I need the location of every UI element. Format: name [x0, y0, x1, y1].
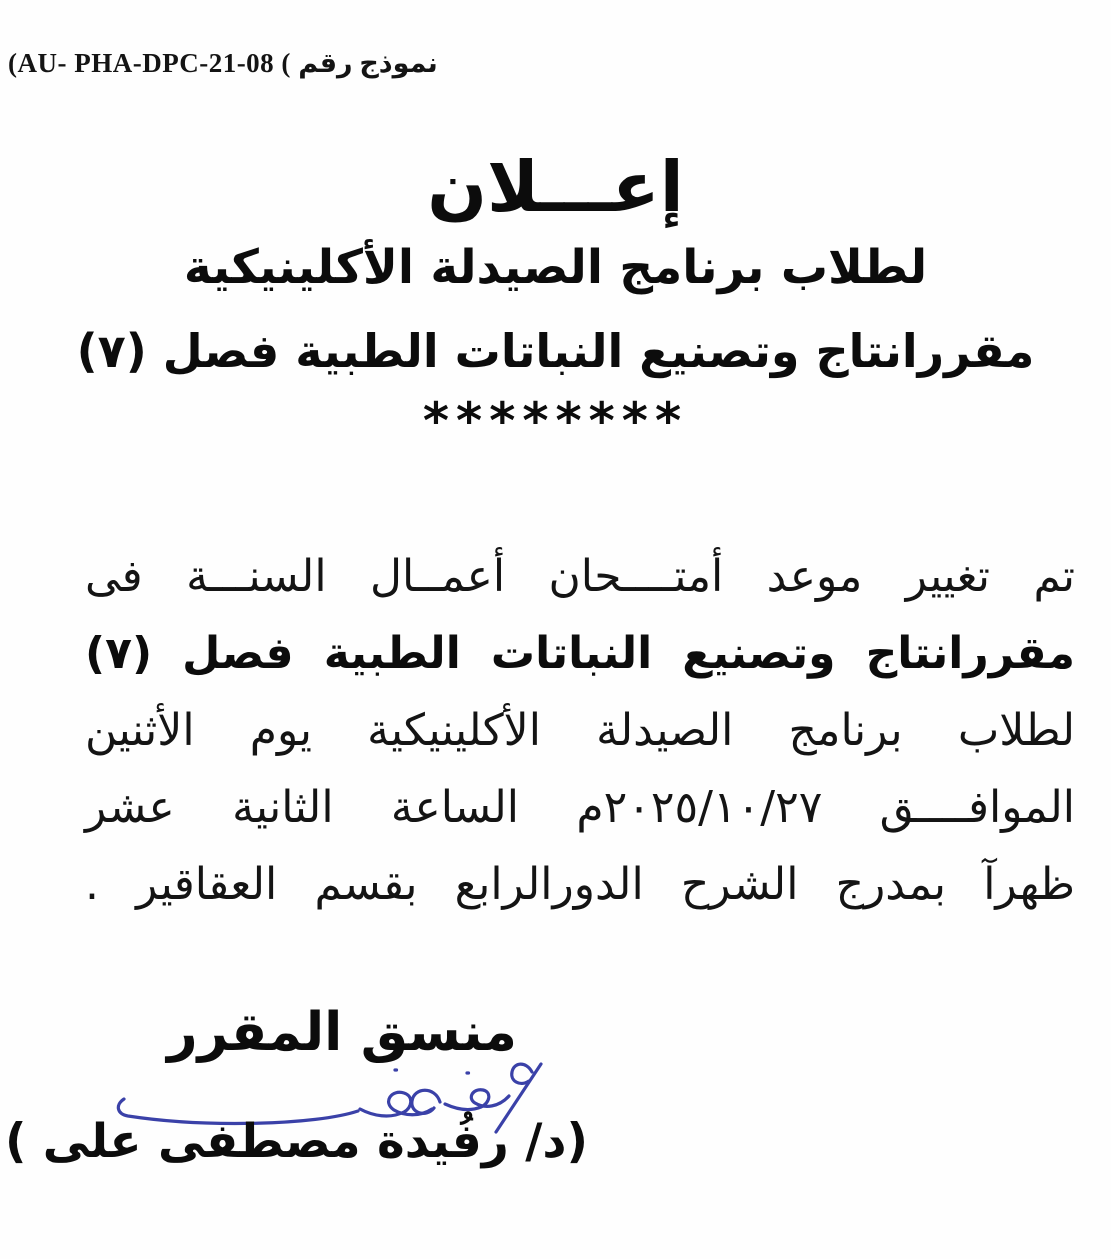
announcement-audience-line: لطلاب برنامج الصيدلة الأكلينيكية [183, 240, 928, 295]
announcement-course-line: مقررانتاج وتصنيع النباتات الطبية فصل (٧) [76, 324, 1035, 378]
announcement-body [85, 538, 1075, 923]
form-number-code: (AU- PHA-DPC-21-08 ( نموذج رقم [8, 48, 438, 78]
body-line-course-bold: مقررانتاج وتصنيع النباتات الطبية فصل (٧) [85, 628, 1075, 679]
signature-name: (د/ رفُيدة مصطفى على ) [4, 1114, 588, 1169]
body-line: لطلاب برنامج الصيدلة الأكلينيكية يوم الأثنين [85, 705, 1075, 756]
body-line: تم تغيير موعد أمتــــحان أعمــال السنـــة فى [85, 551, 1075, 602]
asterisk-divider: ******** [422, 392, 689, 450]
body-line-date: الموافــــق ٢٠٢٥/١٠/٢٧م الساعة الثانية عشر [85, 782, 1075, 833]
announcement-title: إعـــلان [427, 146, 684, 228]
body-line-location: ظهرآ بمدرج الشرح الدورالرابع بقسم العقاقير . [85, 859, 1075, 910]
signature-role-title: منسق المقرر [167, 1002, 517, 1063]
